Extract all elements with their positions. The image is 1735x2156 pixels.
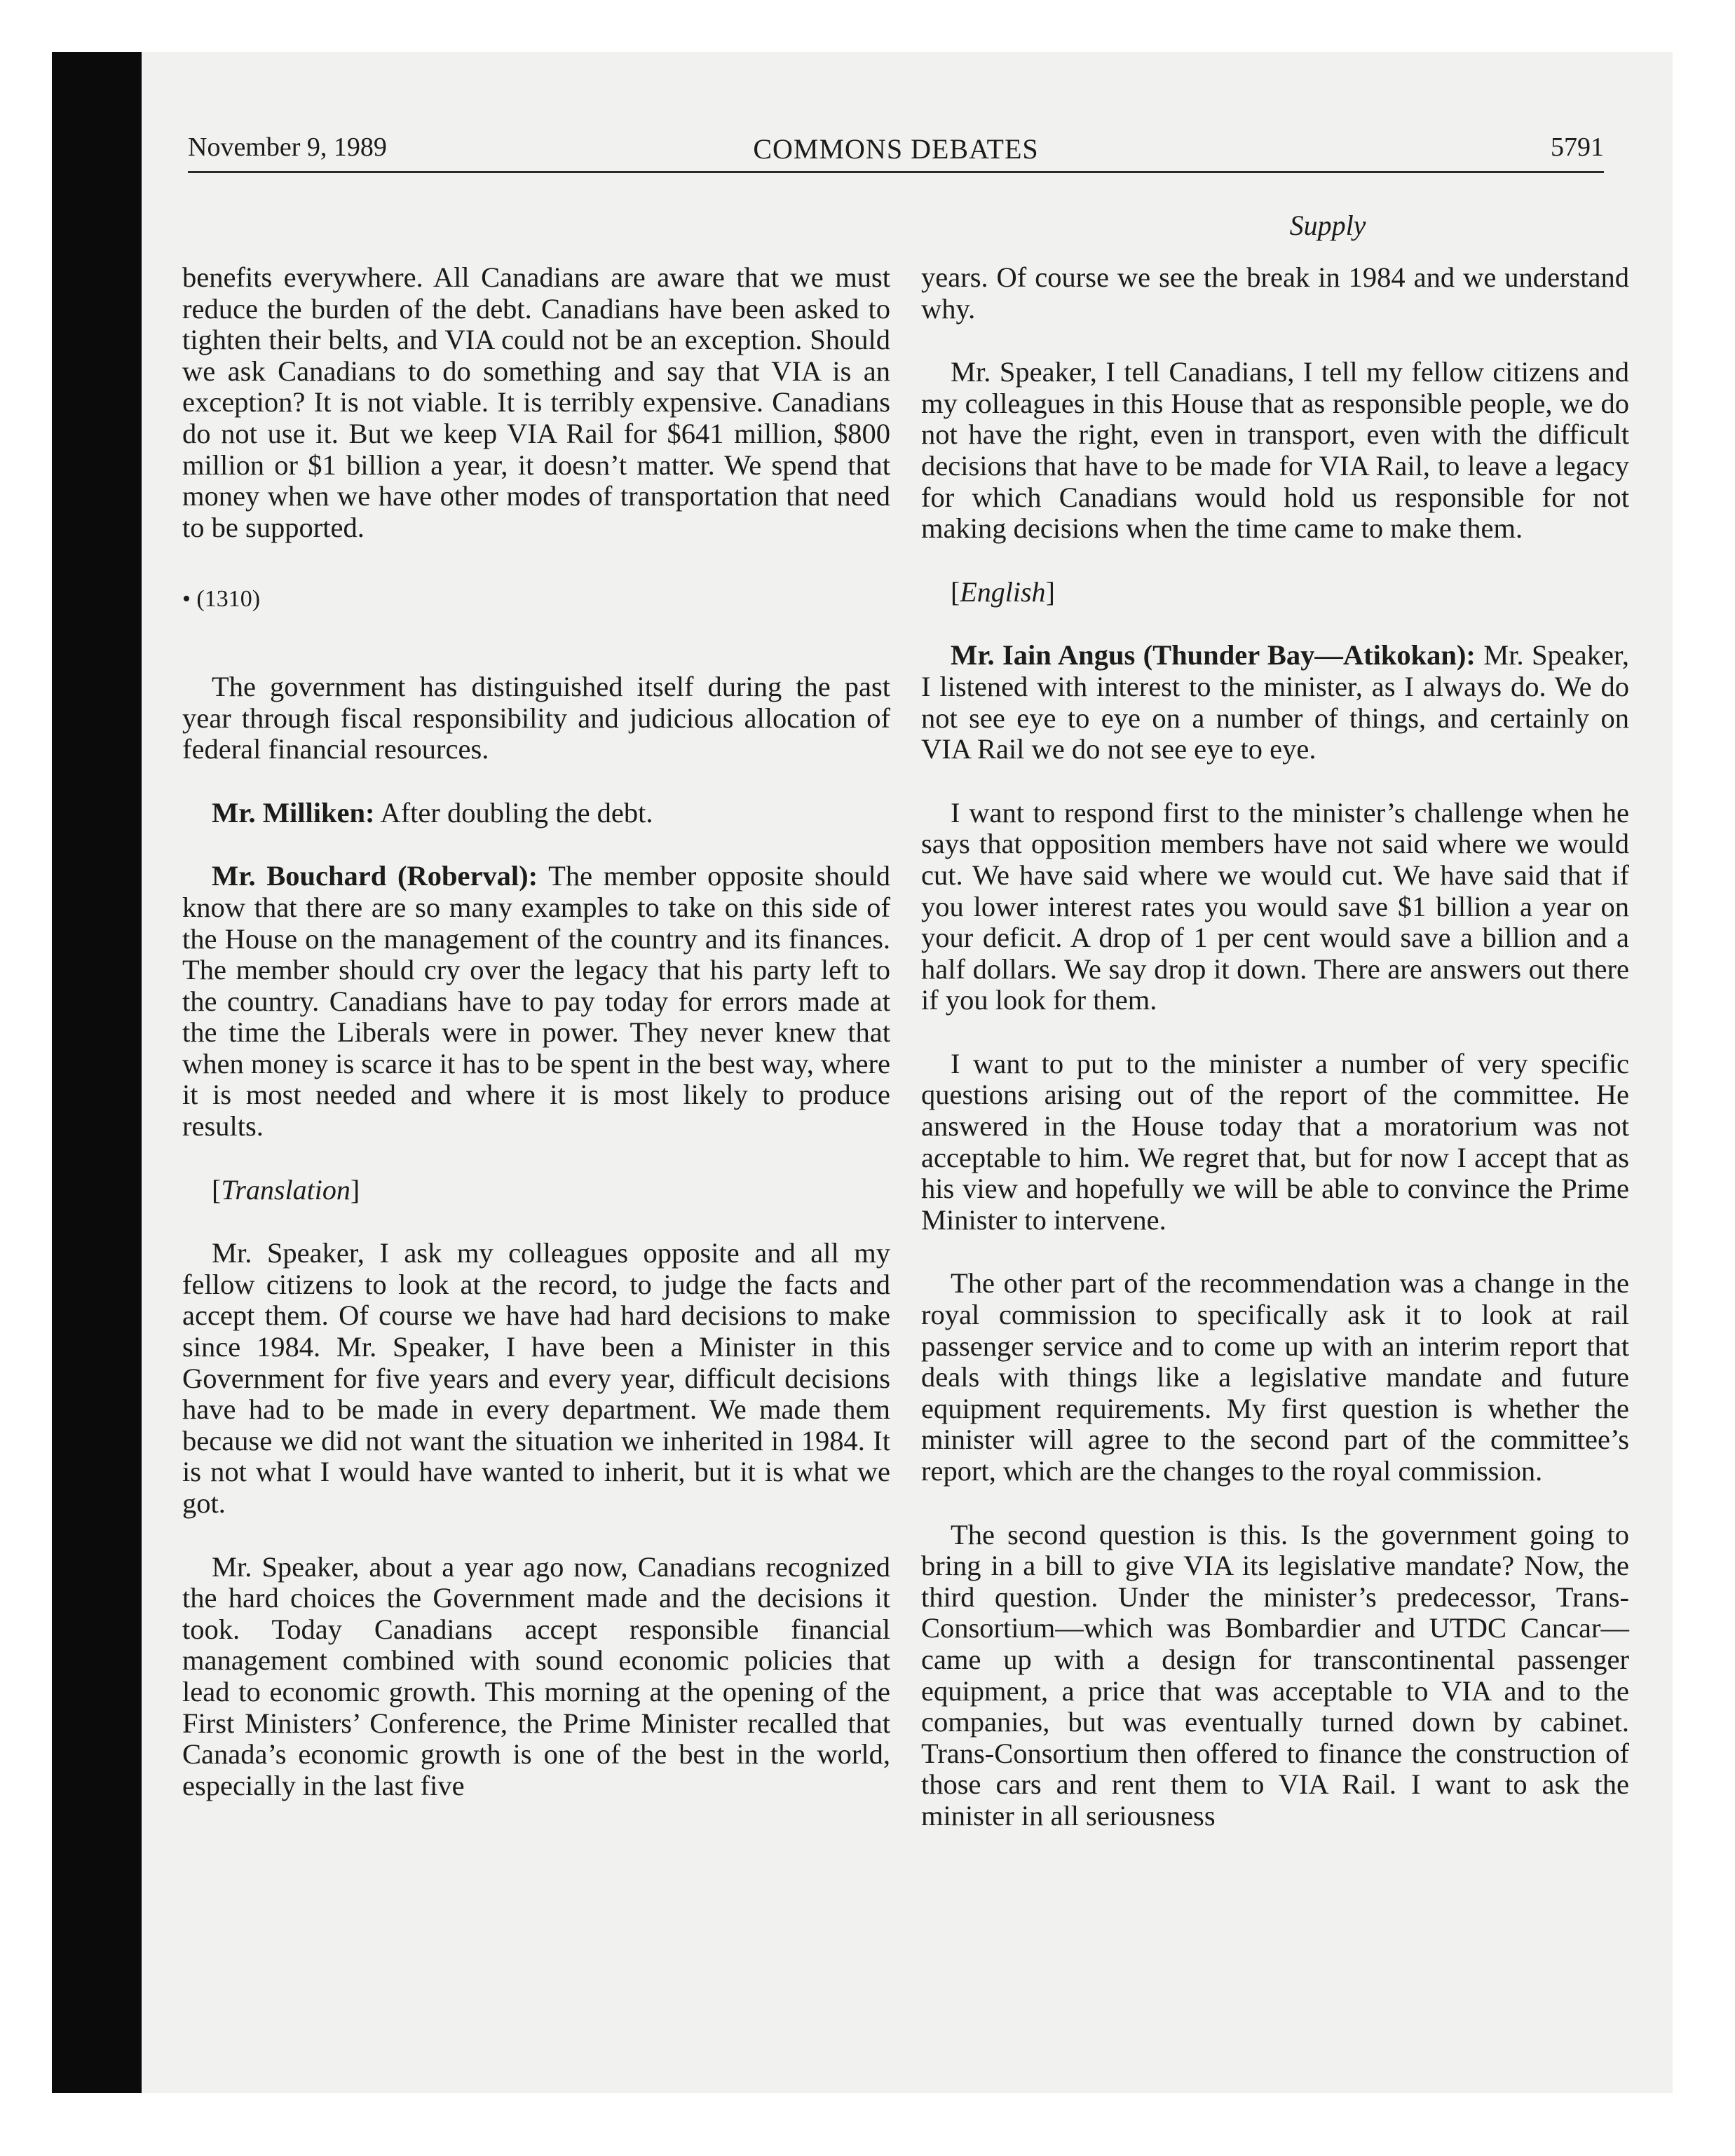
paragraph: benefits everywhere. All Canadians are aware that we must reduce the burden of the debt. Canadians have been asked to tighten their belts, and VIA could not be an exception. Should we ask Canadians to do something and say that VIA is an exception? It is not viable. It is terribly expensive. Canadians do not use it. But we keep VIA Rail for $641 million, $800 million or $1 billion a year, it doesn’t matter. We spend that money when we have other modes of transportation that need to be supported. — [182, 261, 890, 543]
paragraph: Mr. Speaker, I tell Canadians, I tell my fellow citizens and my colleagues in this House that as responsible people, we do not have the right, even in transport, even with the difficult decisions that have to be made for VIA Rail, to leave a legacy for which Canadians would hold us responsible for not making decisions when the time came to make them. — [921, 356, 1629, 545]
scanned-page — [52, 52, 1673, 2093]
page-header — [188, 128, 1604, 173]
binding-shadow — [52, 52, 142, 2093]
paragraph — [921, 640, 1629, 765]
header-page-number: 5791 — [1551, 132, 1604, 162]
header-date: November 9, 1989 — [188, 132, 387, 162]
paragraph: Mr. Speaker, about a year ago now, Canadians recognized the hard choices the Government made and the decisions it took. Today Canadians accept responsible financial management combined with sound economic policies that lead to economic growth. This morning at the opening of the First Ministers’ Conference, the Prime Minister recalled that Canada’s economic growth is one of the best in the world, especially in the last five — [182, 1550, 890, 1801]
paragraph: The other part of the recommendation was a change in the royal commission to specifically ask it to look at rail passenger service and to come up with an interim report that deals with things like a legislative mandate and future equipment requirements. My first question is whether the minister will agree to the second part of the committee’s report, which are the changes to the royal commission. — [921, 1267, 1629, 1487]
paragraph — [182, 798, 890, 829]
translation-tag: [Translation] — [212, 1173, 360, 1206]
paragraph: I want to respond first to the minister’s challenge when he says that opposition members have not said where we would cut. We have said where we would cut. We have said that if you lower interest rates you would save $1 billion a year on your deficit. A drop of 1 per cent would save a billion and a half dollars. We say drop it down. There are answers out there if you look for them. — [921, 796, 1629, 1016]
speaker-name: Mr. Bouchard (Roberval): — [212, 860, 538, 892]
paragraph: I want to put to the minister a number of very specific questions arising out of the report of the committee. He answered in the House today that a moratorium was not acceptable to him. We regret that, but for now I accept that as his view and hopefully we will be able to convince the Prime Minister to intervene. — [921, 1047, 1629, 1236]
paragraph: The government has distinguished itself during the past year through fiscal responsibility and judicious allocation of federal financial resources. — [182, 670, 890, 765]
paragraph: years. Of course we see the break in 1984 and we understand why. — [921, 261, 1629, 325]
right-column — [921, 262, 1629, 1864]
paragraph: Mr. Speaker, I ask my colleagues opposite and all my fellow citizens to look at the record, to judge the facts and accept them. Of course we have had hard decisions to make since 1984. Mr. Speaker, I have been a Minister in this Government for five years and every year, difficult decisions have had to be made in every department. We made them because we did not want the situation we inherited in 1984. It is not what I would have wanted to inherit, but it is what we got. — [182, 1237, 890, 1519]
header-title: COMMONS DEBATES — [753, 133, 1039, 165]
translation-tag-text: Translation — [221, 1173, 351, 1206]
left-column — [182, 262, 890, 1834]
paragraph: The second question is this. Is the government going to bring in a bill to give VIA its legislative mandate? Now, the third question. Under the minister’s predecessor, Trans-Consortium—which was Bombardier and UTDC Cancar—came up with a design for transcontinental passenger equipment, a price that was acceptable to VIA and to the companies, but was eventually turned down by cabinet. Trans-Consortium then offered to finance the construction of those cars and rent them to VIA Rail. I want to ask the minister in all seriousness — [921, 1518, 1629, 1831]
time-marker: • (1310) — [182, 586, 261, 613]
section-title: Supply — [1289, 210, 1366, 241]
paragraph — [182, 861, 890, 1142]
speech-text: The member opposite should know that there are so many examples to take on this side of the House on the management of the country and its finances. The member should cry over the legacy that his party left to the country. Canadians have to pay today for errors made at the time the Liberals were in power. They never knew that when money is scarce it has to be spent in the best way, where it is most needed and where it is most likely to produce results. — [182, 860, 890, 1142]
speaker-name: Mr. Iain Angus (Thunder Bay—Atikokan): — [951, 639, 1476, 671]
speech-text: Mr. Speaker, I listened with interest to the minister, as I always do. We do not see eye to eye on a number of things, and certainly on VIA Rail we do not see eye to eye. — [921, 639, 1629, 765]
english-tag-text: English — [960, 575, 1046, 608]
speech-text: After doubling the debt. — [374, 796, 653, 828]
english-tag: [English] — [951, 575, 1055, 608]
speaker-name: Mr. Milliken: — [212, 796, 375, 828]
